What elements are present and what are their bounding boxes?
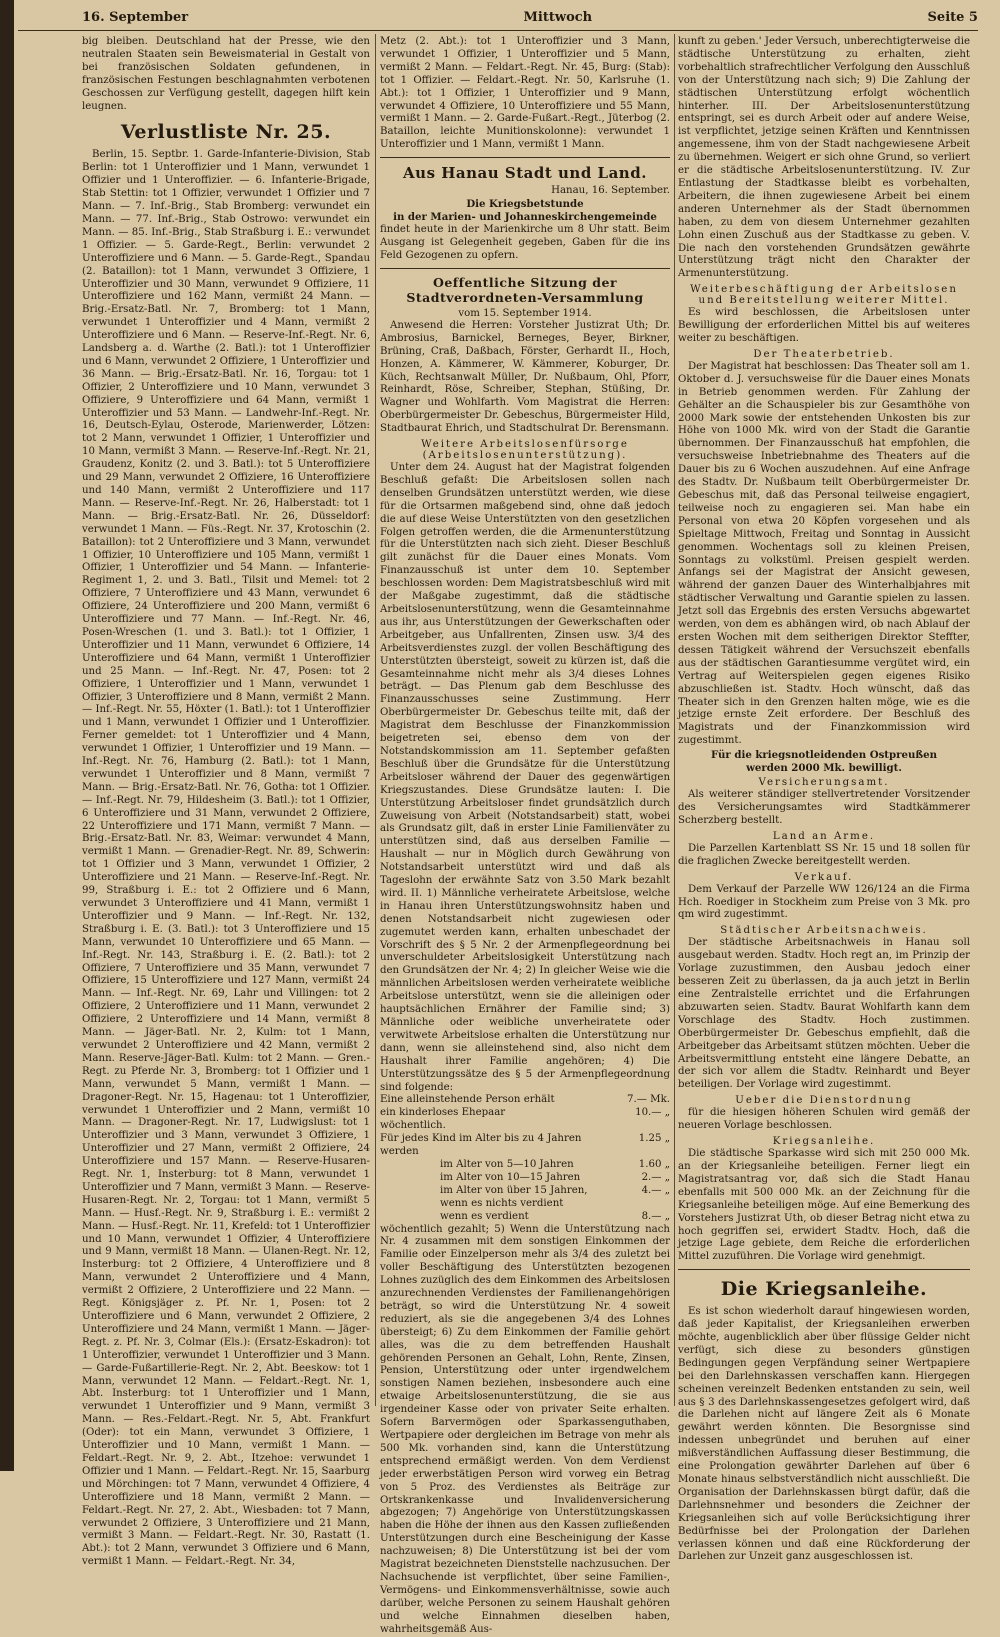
header-page-number: Seite 5 xyxy=(927,9,978,25)
theatre-text: Der Magistrat hat beschlossen: Das Theater soll am 1. Oktober d. J. versuchsweise für die Dauer eines Monats in Betrieb genommen werden. Für Zahlung der Gehälter an die Schauspieler bis zur Gesamthöhe von 2000 Mark sowie der entstehenden Unkosten bis zur Höhe von 1000 Mk. wird von der Stadt die Garantie übernommen. Der Finanzausschuß hat empfohlen, die versuchsweise Inbetriebnahme des Theaters auf die Dauer bis zu 6 Wochen auszudehnen. Auf eine Anfrage des Stadtv. Dr. Nußbaum teilt Oberbürgermeister Dr. Gebeschus mit, daß das Personal teilweise engagiert, teilweise noch zu engagieren sei. Man habe ein Personal von etwa 20 Köpfen vorgesehen und als Spieltage Mittwoch, Freitag und Sonntag in Aussicht genommen. Wochentags soll zu kleinen Preisen, Sonntags zu volkstüml. Preisen gespielt werden. Anfangs sei der Magistrat der Ansicht gewesen, während der ganzen Dauer des Winterhalbjahres mit städtischer Verwaltung und Garantie spielen zu lassen. Jetzt soll das Ergebnis des ersten Versuchs abgewartet werden, von dem es abhängen wird, ob nach Ablauf der ersten Wochen mit dem seitherigen Direktor Steffter, dessen Tätigkeit während der Versuchszeit ebenfalls aus der städtischen Garantiesumme vergütet wird, ein Vertrag auf Weiterspielen gegen eigenes Risiko abzuschließen ist. Stadtv. Hoch wünscht, daß das Theater sich in den Grenzen halten möge, wie es die jetzige ernste Zeit erfordere. Der Beschluß des Magistrats und der Finanzkommission wird zugestimmt. xyxy=(678,360,970,747)
east-prussia-text: werden 2000 Mk. bewilligt. xyxy=(746,762,902,775)
header-date: 16. September xyxy=(82,9,189,25)
casualty-list-continued: Metz (2. Abt.): tot 1 Unteroffizier und 3 Mann, verwundet 1 Offizier, 1 Unteroffizier und 5 Mann, vermißt 2 Mann. — Feldart.-Regt. Nr. 45, Burg: (Stab): tot 1 Offizier. — Feldart.-Regt. Nr. 50, Karlsruhe (1. Abt.): tot 1 Offizier, 1 Unteroffizier und 9 Mann, verwundet 4 Offiziere, 10 Unteroffiziere und 55 Mann, vermißt 1 Mann. — 2. Garde-Fußart.-Regt., Jüterbog (2. Bataillon, leichte Munitionskolonne): verwundet 1 Unteroffizier und 1 Mann, vermißt 1 Mann. xyxy=(380,36,670,151)
local-dateline: Hanau, 16. September. xyxy=(551,185,670,197)
insurance-office-text: Als weiterer ständiger stellvertretender Vorsitzender des Versicherungsamtes wird Stadtkämmerer Scherzberg bestellt. xyxy=(678,789,970,826)
table-row xyxy=(380,1185,670,1211)
intro-paragraph: big bleiben. Deutschland hat der Presse, wie den neutralen Staaten sein Beweismaterial in Gestalt von bei französischen Soldaten gefundenen, in französischen Festungen beschlagnahmten verbotenen Geschossen zur Verfügung gestellt, dagegen hilft kein leugnen. xyxy=(82,36,370,112)
casualty-list-title: Verlustliste Nr. 25. xyxy=(120,121,332,144)
divider xyxy=(380,157,670,158)
column-rule xyxy=(375,34,376,1406)
labor-exchange-heading: Städtischer Arbeitsnachweis. xyxy=(720,925,928,937)
divider xyxy=(678,1269,970,1270)
unemployment-rules-text: wöchentlich gezahlt; 5) Wenn die Unterstützung nach Nr. 4 zusammen mit dem sonstigen Einkommen der Familie oder Einzelperson mehr als 3/4 des zuletzt bei voller Beschäftigung des Unterstützten bezogenen Lohnes zuzüglich des dem Einkommen des Arbeitslosen anzurechnenden Verdienstes der Familienangehörigen beträgt, so wird die Unterstützung Nr. 4 soweit reduziert, als sie die angegebenen 3/4 des Lohnes übersteigt; 6) Zu dem Einkommen der Familie gehört alles, was die zu dem betreffenden Haushalt gehörenden Personen an Gehalt, Lohn, Rente, Zinsen, Pension, Unterstützung oder unter irgendwelchem sonstigen Namen beziehen, insbesondere auch eine etwaige Arbeitslosenunterstützung, die sie aus irgendeiner Kasse oder von privater Seite erhalten. Sofern Barvermögen oder Sparkassenguthaben, Wertpapiere oder dergleichen im Betrage von mehr als 500 Mk. vorhanden sind, kann die Unterstützung entsprechend ermäßigt werden. Von dem Verdienst jeder erwerbstätigen Person wird vorweg ein Betrag von 5 Proz. des Verdienstes als Beiträge zur Ortskrankenkasse und Invalidenversicherung abgezogen; 7) Angehörige von Unterstützungskassen haben die Höhe der ihnen aus den Kassen zufließenden Unterstützungen durch eine Bescheinigung der Kasse nachzuweisen; 8) Die Unterstützung ist bei der vom Magistrat bezeichneten Dienststelle nachzusuchen. Der Nachsuchende ist verpflichtet, über seine Familien-, Vermögens- und Einkommensverhältnisse, sowie auch darüber, welche Personen zu seinem Haushalt gehören und welche Einnahmen dieselben haben, wahrheitsgemäß Aus- xyxy=(380,1223,670,1635)
rate-value: 1.25 „ xyxy=(638,1133,670,1145)
service-order-heading: Ueber die Dienstordnung xyxy=(735,1095,913,1107)
rate-label: im Alter von über 15 Jahren, wenn es nichts verdient xyxy=(440,1184,588,1209)
support-rates-table xyxy=(380,1094,670,1223)
column-2 xyxy=(380,36,670,1635)
header-weekday: Mittwoch xyxy=(523,9,593,25)
page-binding-edge xyxy=(0,0,14,1471)
table-row xyxy=(380,1159,670,1172)
rate-label: Eine alleinstehende Person erhält xyxy=(380,1094,555,1106)
continued-employment-heading: Weiterbeschäftigung der Arbeitslosen und Bereitstellung weiterer Mittel. xyxy=(690,284,958,307)
insurance-office-heading: Versicherungsamt. xyxy=(758,777,890,789)
rate-value: 10.— „ xyxy=(635,1107,670,1119)
rate-value: 2.— „ xyxy=(641,1171,670,1183)
rate-label: wöchentlich. xyxy=(380,1120,446,1132)
table-row xyxy=(380,1172,670,1185)
church-subheading: in der Marien- und Johanneskirchengemeinde xyxy=(393,211,657,224)
local-news-title: Aus Hanau Stadt und Land. xyxy=(403,164,647,183)
assembly-date: vom 15. September 1914. xyxy=(458,307,592,319)
rate-label: wenn es verdient xyxy=(440,1210,529,1222)
rate-label: Für jedes Kind im Alter bis zu 4 Jahren werden xyxy=(380,1133,582,1158)
land-text: Die Parzellen Kartenblatt SS Nr. 15 und 18 sollen für die fraglichen Zwecke bereitgestellt werden. xyxy=(678,842,970,867)
rate-label: ein kinderloses Ehepaar xyxy=(380,1107,506,1119)
table-row xyxy=(380,1107,670,1120)
column-1 xyxy=(82,36,370,1568)
table-row xyxy=(380,1120,670,1133)
war-loan-article-title: Die Kriegsanleihe. xyxy=(720,1278,928,1301)
page-header xyxy=(18,4,978,31)
rate-value xyxy=(610,1120,670,1133)
table-row xyxy=(380,1211,670,1224)
attendees-text: Anwesend die Herren: Vorsteher Justizrat Uth; Dr. Ambrosius, Barnickel, Berneges, Beyer, Birkner, Brüning, Craß, Daßbach, Förster, Gerhardt II., Hoch, Honzen, A. Kämmerer, W. Kämmerer, Koburger, Dr. Küch, Rechtsanwalt Müller, Dr. Nußbaum, Ohl, Pforr, Reinhardt, Röse, Schreiber, Stephan, Stüßing, Dr. Wagner und Wohlfarth. Vom Magistrat die Herren: Oberbürgermeister Dr. Gebeschus, Bürgermeister Hild, Stadtbaurat Ehrich, und Stadtschulrat Dr. Berensmann. xyxy=(380,319,670,435)
assembly-title: Oeffentliche Sitzung der Stadtverordneten-Versammlung xyxy=(406,274,644,305)
rate-label: im Alter von 10—15 Jahren xyxy=(440,1171,581,1183)
sale-heading: Verkauf. xyxy=(794,871,854,883)
labor-exchange-text: Der städtische Arbeitsnachweis in Hanau soll ausgebaut werden. Stadtv. Hoch regt an, im Prinzip der Vorlage zuzustimmen, den Ausbau jedoch einer besseren Zeit zu überlassen, da ja auch jetzt in Berlin eine Zentralstelle errichtet und die Erfahrungen abzuwarten seien. Stadtv. Baurat Wohlfarth kann dem Vorschlage des Stadtv. Hoch zustimmen. Oberbürgermeister Dr. Gebeschus empfiehlt, daß die Arbeitgeber das Arbeitsamt stützen möchten. Ueber die Arbeitsvermittlung entsteht eine längere Debatte, an der sich vor allem die Stadtv. Reinhardt und Beyer beteiligen. Der Vorlage wird zugestimmt. xyxy=(678,937,970,1091)
east-prussia-heading: Für die kriegsnotleidenden Ostpreußen xyxy=(710,749,938,762)
war-loan-heading: Kriegsanleihe. xyxy=(772,1136,876,1148)
theatre-heading: Der Theaterbetrieb. xyxy=(753,348,895,360)
land-heading: Land an Arme. xyxy=(772,830,876,842)
rate-value: 4.— „ xyxy=(641,1184,670,1196)
unemployment-care-text: Unter dem 24. August hat der Magistrat folgenden Beschluß gefaßt: Die Arbeitslosen sollen nach denselben Grundsätzen unterstützt werden, wie diese für die Ortsarmen maßgebend sind, ohne daß jedoch die auf diese Weise Unterstützten von den gesetzlichen Folgen getroffen werden, die die Armenunterstützung für die Unterstützten nach sich zieht. Dieser Beschluß gilt zunächst für die Dauer eines Monats. Vom Finanzausschuß ist unter dem 10. September beschlossen worden: Dem Magistratsbeschluß wird mit der Maßgabe zugestimmt, daß die städtische Arbeitslosenunterstützung, wenn die Gesamteinnahme aus ihr, aus Unterstützungen der Gewerkschaften oder Arbeitgeber, aus Unfallrenten, Zinsen usw. 3/4 des Arbeitsverdienstes zuzgl. der vollen Beschäftigung des Unterstützten übersteigt, soweit zu kürzen ist, daß die Gesamteinnahme nicht mehr als 3/4 dieses Lohnes beträgt. — Das Plenum gab dem Beschlusse des Finanzausschusses seine Zustimmung. Herr Oberbürgermeister Dr. Gebeschus teilte mit, daß der Magistrat dem Beschlusse der Finanzkommission beigetreten sei, ebenso dem von der Notstandskommission am 11. September gefaßten Beschluß über die Grundsätze für die Unterstützung Arbeitsloser während der Dauer des gegenwärtigen Kriegszustandes. Diese Grundsätze lauten: I. Die Unterstützung Arbeitsloser findet grundsätzlich durch Zuweisung von Arbeit (Notstandsarbeit) statt, wobei als Grundsatz gilt, daß in erster Linie Familienväter zu unterstützen sind, daß aus derselben Familie — Haushalt — nur in Möglich durch Gewährung von Notstandsarbeit unterstützt wird und daß als Tageslohn der erwähnte Satz von 3.50 Mark bezahlt wird. II. 1) Männliche verheiratete Arbeitslose, welche in Hanau ihren Unterstützungswohnsitz haben und denen Notstandsarbeit nicht zugewiesen oder zugemutet werden kann, erhalten unbeschadet der Vorschrift des § 5 Nr. 2 der Armenpflegeordnung bei unverschuldeter Arbeitslosigkeit Unterstützung nach den Grundsätzen der Nr. 4; 2) In gleicher Weise wie die männlichen Arbeitslosen werden verheiratete weibliche Arbeitslose unterstützt, wenn sie die alleinigen oder hauptsächlichen Ernährer der Familie sind; 3) Männliche oder weibliche unverheiratete oder verwitwete Arbeitslose erhalten die Unterstützung nur dann, wenn sie alleinstehend sind, also nicht dem Haushalt ihrer Familie angehören; 4) Die Unterstützungssätze des § 5 der Armenpflegeordnung sind folgende: xyxy=(380,462,670,1093)
church-heading: Die Kriegsbetstunde xyxy=(466,198,584,211)
war-loan-article-text: Es ist schon wiederholt darauf hingewiesen worden, daß jeder Kapitalist, der Kriegsanleihen erwerben möchte, augenblicklich aber über flüssige Gelder nicht verfügt, sich diese zu besonders günstigen Bedingungen gegen Verpfändung seiner Wertpapiere bei den Darlehnskassen verschaffen kann. Hiergegen scheinen vereinzelt Bedenken entstanden zu sein, weil aus § 3 des Darlehnskassengesetzes gefolgert wird, daß die Darlehen nicht auf längere Zeit als 6 Monate gewährt werden könnten. Die Besorgnisse sind indessen unbegründet und beruhen auf einer mißverständlichen Auffassung dieser Bestimmung, die eine Prolongation gewährter Darlehen auf über 6 Monate hinaus selbstverständlich nicht ausschließt. Die Organisation der Darlehnskassen bürgt dafür, daß die Darlehnsnehmer und besonders die Zeichner der Kriegsanleihen sich auf volle Berücksichtigung ihrer Bedürfnisse bei der Prolongation der Darlehen verlassen können und daß eine Rückforderung der Darlehen zur Unzeit ganz ausgeschlossen ist. xyxy=(678,1306,970,1563)
casualty-list-text: Berlin, 15. Septbr. 1. Garde-Infanterie-Division, Stab Berlin: tot 1 Unteroffizier und 1 Mann, verwundet 1 Offizier und 1 Unteroffizier. — 6. Infanterie-Brigade, Stab Stettin: tot 1 Offizier, verwundet 1 Offizier und 7 Mann. — 7. Inf.-Brig., Stab Bromberg: verwundet ein Mann. — 77. Inf.-Brig., Stab Ostrowo: verwundet ein Mann. — 85. Inf.-Brig., Stab Straßburg i. E.: verwundet 1 Offizier. — 5. Garde-Regt., Berlin: verwundet 2 Unteroffiziere und 6 Mann. — 5. Garde-Regt., Spandau (2. Bataillon): tot 1 Mann, verwundet 3 Offiziere, 1 Unteroffizier und 30 Mann, verwundet 9 Offiziere, 11 Unteroffiziere und 162 Mann, vermißt 24 Mann. — Brig.-Ersatz-Batl. Nr. 7, Bromberg: tot 1 Mann, verwundet 1 Unteroffizier und 4 Mann, vermißt 2 Unteroffiziere und 6 Mann. — Reserve-Inf.-Regt. Nr. 6, Landsberg a. d. Warthe (2. Batl.): tot 1 Unteroffizier und 6 Mann, verwundet 2 Offiziere, 1 Unteroffizier und 36 Mann. — Brig.-Ersatz-Batl. Nr. 16, Torgau: tot 1 Offizier, 2 Unteroffiziere und 10 Mann, verwundet 3 Offiziere, 9 Unteroffiziere und 64 Mann, vermißt 1 Unteroffizier und 53 Mann. — Landwehr-Inf.-Regt. Nr. 16, Deutsch-Eylau, Osterode, Marienwerder, Lötzen: tot 2 Mann, verwundet 1 Offizier, 1 Unteroffizier und 10 Mann, vermißt 3 Mann. — Reserve-Inf.-Regt. Nr. 21, Graudenz, Konitz (2. und 3. Batl.): tot 5 Unteroffiziere und 29 Mann, verwundet 2 Offiziere, 16 Unteroffiziere und 140 Mann, vermißt 2 Unteroffiziere und 117 Mann. — Reserve-Inf.-Regt. Nr. 26, Halberstadt: tot 1 Mann. — Brig.-Ersatz-Batl. Nr. 26, Düsseldorf: verwundet 1 Mann. — Füs.-Regt. Nr. 37, Krotoschin (2. Bataillon): tot 2 Unteroffiziere und 3 Mann, verwundet 1 Offizier, 10 Unteroffiziere und 105 Mann, vermißt 1 Offizier, 1 Unteroffizier und 54 Mann. — Infanterie-Regiment 1, 2. und 3. Batl., Tilsit und Memel: tot 2 Offiziere, 7 Unteroffiziere und 43 Mann, verwundet 6 Offiziere, 24 Unteroffiziere und 200 Mann, vermißt 6 Unteroffiziere und 77 Mann. — Inf.-Regt. Nr. 46, Posen-Wreschen (1. und 3. Batl.): tot 1 Offizier, 1 Unteroffizier und 11 Mann, verwundet 6 Offiziere, 14 Unteroffiziere und 64 Mann, vermißt 1 Unteroffizier und 25 Mann. — Inf.-Regt. Nr. 47, Posen: tot 2 Offiziere, 1 Unteroffizier und 1 Mann, verwundet 1 Offizier, 3 Unteroffiziere und 8 Mann, vermißt 2 Mann. — Inf.-Regt. Nr. 55, Höxter (1. Batl.): tot 1 Unteroffizier und 1 Mann, verwundet 1 Offizier und 1 Unteroffizier. Ferner gemeldet: tot 1 Unteroffizier und 4 Mann, verwundet 1 Offizier, 1 Unteroffizier und 19 Mann. — Inf.-Regt. Nr. 76, Hamburg (2. Batl.): tot 1 Mann, verwundet 1 Unteroffizier und 8 Mann, vermißt 7 Mann. — Brig.-Ersatz-Batl. Nr. 76, Gotha: tot 1 Offizier. — Inf.-Regt. Nr. 79, Hildesheim (3. Batl.): tot 1 Offizier, 6 Unteroffiziere und 31 Mann, verwundet 2 Offiziere, 22 Unteroffiziere und 171 Mann, vermißt 7 Mann. — Brig.-Ersatz-Batl. Nr. 83, Weimar: verwundet 4 Mann, vermißt 1 Mann. — Grenadier-Regt. Nr. 89, Schwerin: tot 1 Offizier und 3 Mann, verwundet 1 Offizier, 2 Unteroffiziere und 21 Mann. — Reserve-Inf.-Regt. Nr. 99, Straßburg i. E.: tot 2 Offiziere und 6 Mann, verwundet 3 Unteroffiziere und 41 Mann, vermißt 1 Unteroffizier und 9 Mann. — Inf.-Regt. Nr. 132, Straßburg i. E. (3. Batl.): tot 3 Unteroffiziere und 15 Mann, verwundet 10 Unteroffiziere und 65 Mann. — Inf.-Regt. Nr. 143, Straßburg i. E. (2. Batl.): tot 2 Offiziere, 7 Unteroffiziere und 35 Mann, verwundet 7 Offiziere, 15 Unteroffiziere und 127 Mann, vermißt 24 Mann. — Inf.-Regt. Nr. 69, Lahr und Villingen: tot 2 Offiziere, 2 Unteroffiziere und 11 Mann, verwundet 2 Offiziere, 2 Unteroffiziere und 14 Mann, vermißt 8 Mann. — Jäger-Batl. Nr. 2, Kulm: tot 1 Mann, verwundet 2 Unteroffiziere und 42 Mann, vermißt 2 Mann. Reserve-Jäger-Batl. Kulm: tot 2 Mann. — Gren.-Regt. zu Pferde Nr. 3, Bromberg: tot 1 Offizier und 1 Mann, verwundet 5 Mann, vermißt 1 Mann. — Dragoner-Regt. Nr. 15, Hagenau: tot 1 Unteroffizier, verwundet 1 Unteroffizier und 2 Mann, vermißt 10 Mann. — Dragoner-Regt. Nr. 17, Ludwigslust: tot 1 Unteroffizier und 3 Mann, verwundet 3 Offiziere, 1 Unteroffizier und 27 Mann, vermißt 2 Offiziere, 24 Unteroffiziere und 157 Mann. — Reserve-Husaren-Regt. Nr. 1, Insterburg: tot 8 Mann, verwundet 1 Unteroffizier und 7 Mann, vermißt 3 Mann. — Reserve-Husaren-Regt. Nr. 2, Torgau: tot 1 Mann, vermißt 5 Mann. — Husf.-Regt. Nr. 9, Straßburg i. E.: vermißt 2 Mann. — Husf.-Regt. Nr. 11, Krefeld: tot 1 Unteroffizier und 10 Mann, verwundet 1 Offizier, 4 Unteroffiziere und 9 Mann, vermißt 18 Mann. — Ulanen-Regt. Nr. 12, Insterburg: tot 2 Offiziere, 4 Unteroffiziere und 8 Mann, verwundet 2 Unteroffiziere und 4 Mann, vermißt 2 Offiziere, 2 Unteroffiziere und 22 Mann. — Regt. Königsjäger z. Pf. Nr. 1, Posen: tot 2 Unteroffiziere und 6 Mann, verwundet 2 Offiziere, 2 Unteroffiziere und 24 Mann, vermißt 1 Mann. — Jäger-Regt. z. Pf. Nr. 3, Colmar (Els.): (Ersatz-Eskadron): tot 1 Unteroffizier, verwundet 1 Unteroffizier und 3 Mann. — Garde-Fußartillerie-Regt. Nr. 2, Abt. Beeskow: tot 1 Mann, verwundet 12 Mann. — Feldart.-Regt. Nr. 1, Abt. Insterburg: tot 1 Unteroffizier und 1 Mann, verwundet 1 Unteroffizier und 9 Mann, vermißt 3 Mann. — Res.-Feldart.-Regt. Nr. 5, Abt. Frankfurt (Oder): tot ein Mann, verwundet 3 Offiziere, 1 Unteroffizier und 10 Mann, vermißt 1 Mann. — Feldart.-Regt. Nr. 9, 2. Abt., Itzehoe: verwundet 1 Offizier und 1 Mann. — Feldart.-Regt. Nr. 15, Saarburg und Mörchingen: tot 7 Mann, verwundet 4 Offiziere, 4 Unteroffiziere und 18 Mann, vermißt 2 Mann. — Feldart.-Regt. Nr. 27, 2. Abt., Wiesbaden: tot 7 Mann, verwundet 2 Offiziere, 3 Unteroffiziere und 21 Mann, vermißt 3 Mann. — Feldart.-Regt. Nr. 30, Rastatt (1. Abt.): tot 2 Mann, verwundet 3 Offiziere und 6 Mann, vermißt 1 Mann. — Feldart.-Regt. Nr. 34, xyxy=(82,149,370,1568)
war-loan-text: Die städtische Sparkasse wird sich mit 250 000 Mk. an der Kriegsanleihe beteiligen. Ferner liegt ein Magistratsantrag vor, daß sich die Stadt Hanau ebenfalls mit 500 000 Mk. an der Zeichnung für die Kriegsanleihe beteiligen möge. Auf eine Bemerkung des Vorstehers Justizrat Uth, ob dieser Betrag nicht etwa zu hoch gegriffen sei, erwidert Stadtv. Hoch, daß die jetzige Lage gebiete, dem Reiche die erforderlichen Mittel zuzuführen. Die Vorlage wird genehmigt. xyxy=(678,1148,970,1263)
continued-employment-text: Es wird beschlossen, die Arbeitslosen unter Bewilligung der erforderlichen Mittel bis auf weiteres weiter zu beschäftigen. xyxy=(678,307,970,345)
table-row xyxy=(380,1133,670,1159)
church-text: findet heute in der Marienkirche um 8 Uhr statt. Beim Ausgang ist Gelegenheit gegeben, Gaben für die ins Feld Gezogenen zu opfern. xyxy=(380,224,670,261)
service-order-text: für die hiesigen höheren Schulen wird gemäß der neueren Vorlage beschlossen. xyxy=(678,1107,970,1132)
rate-value: 8.— „ xyxy=(641,1210,670,1222)
column-rule xyxy=(674,34,675,1406)
sale-text: Dem Verkauf der Parzelle WW 126/124 an die Firma Hch. Roediger in Stockheim zum Preise von 3 Mk. pro qm wird zugestimmt. xyxy=(678,883,970,921)
rules-continued-text: kunft zu geben.' Jeder Versuch, unberechtigterweise die städtische Unterstützung zu erhalten, zieht vorbehaltlich strafrechtlicher Verfolgung den Ausschluß von der Unterstützung nach sich; 9) Die Zahlung der städtischen Unterstützung erfolgt wöchentlich hinterher. III. Der Arbeitslosenunterstützung entspringt, sei es durch Arbeit oder auf andere Weise, ist verpflichtet, jetzige seinen Kräften und Kenntnissen angemessene, ihm von der Stadt nachgewiesene Arbeit zu übernehmen. Weigert er sich ohne Grund, so verliert er die städtische Arbeitslosenunterstützung. IV. Zur Entlastung der Stadtkasse bleibt es vorbehalten, Arbeitern, die ihnen zugewiesene Arbeit bei einem anderen Unternehmer als der Stadt übernommen haben, zu dem von diesem Unternehmer gezahlten Lohn einen Zuschuß aus der Stadtkasse zu geben. V. Die nach den vorstehenden Grundsätzen gewährte Unterstützung trägt nicht den Charakter der Armenunterstützung. xyxy=(678,36,970,280)
divider xyxy=(380,268,670,269)
rate-value: 7.— Mk. xyxy=(627,1094,670,1106)
rate-value: 1.60 „ xyxy=(638,1158,670,1170)
column-3 xyxy=(678,36,970,1563)
rate-label: im Alter von 5—10 Jahren xyxy=(440,1158,574,1170)
table-row xyxy=(380,1094,670,1107)
unemployment-care-heading: Weitere Arbeitslosenfürsorge (Arbeitslosenunterstützung). xyxy=(421,439,629,462)
